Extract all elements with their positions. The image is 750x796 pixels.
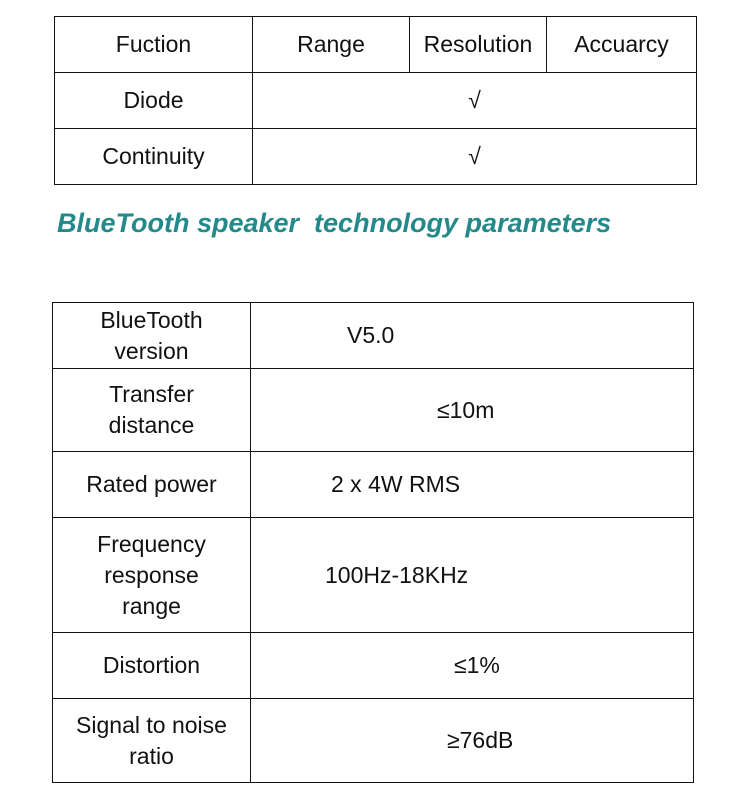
table-row <box>53 518 694 633</box>
table-row <box>53 303 694 369</box>
function-name: Diode <box>55 73 253 129</box>
spec-table <box>52 302 694 783</box>
section-title: BlueTooth speaker technology parameters <box>57 208 612 238</box>
check-mark: √ <box>253 73 697 129</box>
spec-label: Frequency response range <box>53 518 251 633</box>
header-function: Fuction <box>55 17 253 73</box>
spec-value: V5.0 <box>251 303 694 369</box>
table-row <box>55 73 697 129</box>
spec-label: BlueTooth version <box>53 303 251 369</box>
spec-value: ≥76dB <box>251 699 694 783</box>
table-header-row <box>55 17 697 73</box>
table-row <box>53 633 694 699</box>
spec-label: Signal to noise ratio <box>53 699 251 783</box>
spec-value: 2 x 4W RMS <box>251 452 694 518</box>
table-row <box>55 129 697 185</box>
spec-label: Distortion <box>53 633 251 699</box>
table-row <box>53 369 694 452</box>
function-name: Continuity <box>55 129 253 185</box>
header-resolution: Resolution <box>410 17 547 73</box>
spec-value: ≤1% <box>251 633 694 699</box>
check-mark: √ <box>253 129 697 185</box>
function-table <box>54 16 697 185</box>
table-row <box>53 699 694 783</box>
spec-value: 100Hz-18KHz <box>251 518 694 633</box>
spec-label: Rated power <box>53 452 251 518</box>
spec-label: Transfer distance <box>53 369 251 452</box>
header-range: Range <box>253 17 410 73</box>
header-accuracy: Accuarcy <box>547 17 697 73</box>
table-row <box>53 452 694 518</box>
spec-value: ≤10m <box>251 369 694 452</box>
